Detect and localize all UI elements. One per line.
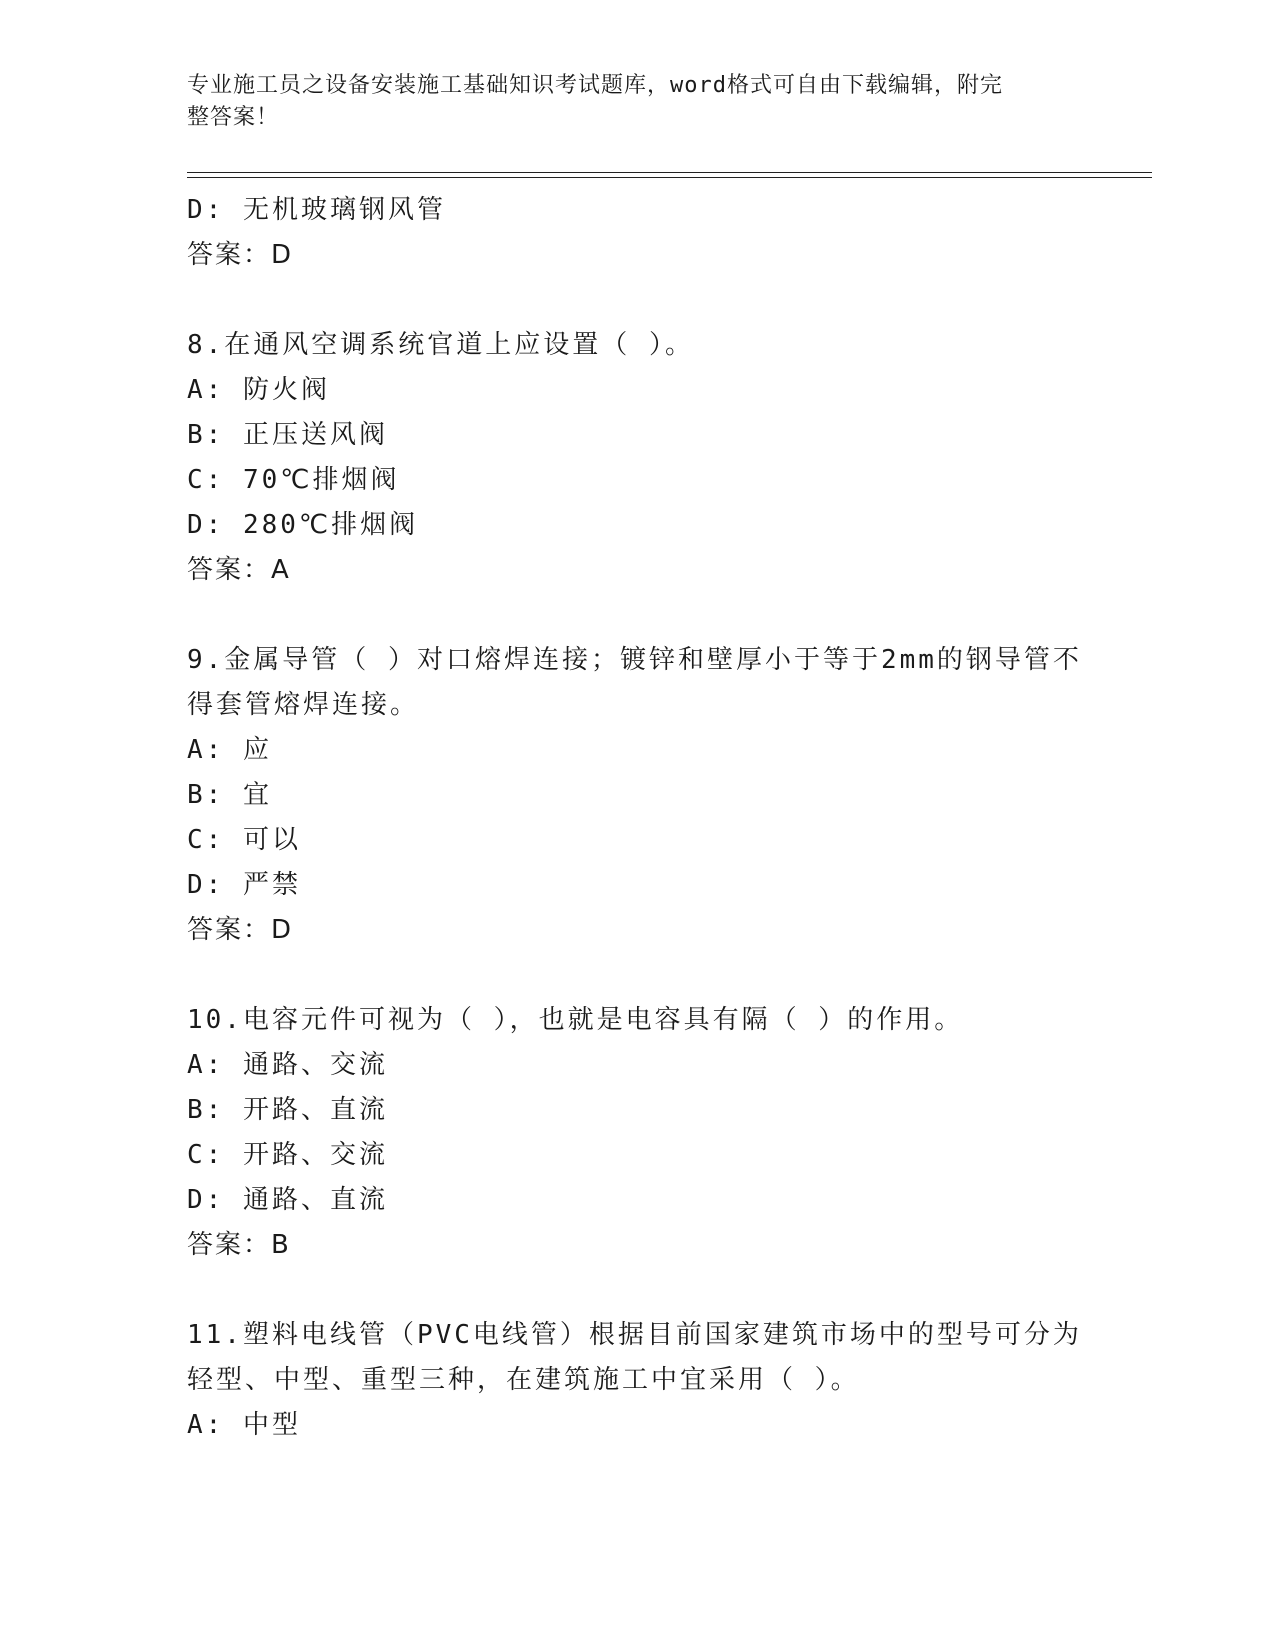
answer-line: 答案：D (187, 915, 294, 945)
header-line-2: 整答案！ (187, 105, 280, 130)
option-line: A: 应 (187, 735, 272, 765)
option-line: D: 通路、直流 (187, 1185, 388, 1215)
option-line: A: 中型 (187, 1410, 301, 1440)
document-header (187, 70, 1087, 134)
question-list (187, 188, 1087, 1448)
question-text: 10.电容元件可视为（ ），也就是电容具有隔（ ）的作用。 (187, 1005, 964, 1035)
option-line: D: 无机玻璃钢风管 (187, 195, 446, 225)
header-rule-top (187, 172, 1152, 173)
option-line: D: 严禁 (187, 870, 301, 900)
option-line: D: 280℃排烟阀 (187, 510, 419, 540)
option-line: C: 开路、交流 (187, 1140, 388, 1170)
answer-line: 答案：A (187, 555, 291, 585)
option-line: A: 防火阀 (187, 375, 330, 405)
option-line: C: 70℃排烟阀 (187, 465, 400, 495)
header-rule-bottom (187, 177, 1152, 178)
section-gap (187, 1268, 1087, 1313)
question-text: 9.金属导管（ ）对口熔焊连接；镀锌和壁厚小于等于2mm的钢导管不 (187, 645, 1082, 675)
option-line: B: 正压送风阀 (187, 420, 388, 450)
question-text: 得套管熔焊连接。 (187, 690, 420, 720)
option-line: C: 可以 (187, 825, 301, 855)
question-text: 8.在通风空调系统官道上应设置（ ）。 (187, 330, 694, 360)
answer-line: 答案：D (187, 240, 294, 270)
question-text: 11.塑料电线管（PVC电线管）根据目前国家建筑市场中的型号可分为 (187, 1320, 1082, 1350)
section-gap (187, 278, 1087, 323)
option-line: A: 通路、交流 (187, 1050, 388, 1080)
header-line-1: 专业施工员之设备安装施工基础知识考试题库，word格式可自由下载编辑，附完 (187, 73, 1003, 98)
option-line: B: 开路、直流 (187, 1095, 388, 1125)
section-gap (187, 953, 1087, 998)
option-line: B: 宜 (187, 780, 272, 810)
section-gap (187, 593, 1087, 638)
question-text: 轻型、中型、重型三种，在建筑施工中宜采用（ ）。 (187, 1365, 860, 1395)
answer-line: 答案：B (187, 1230, 291, 1260)
